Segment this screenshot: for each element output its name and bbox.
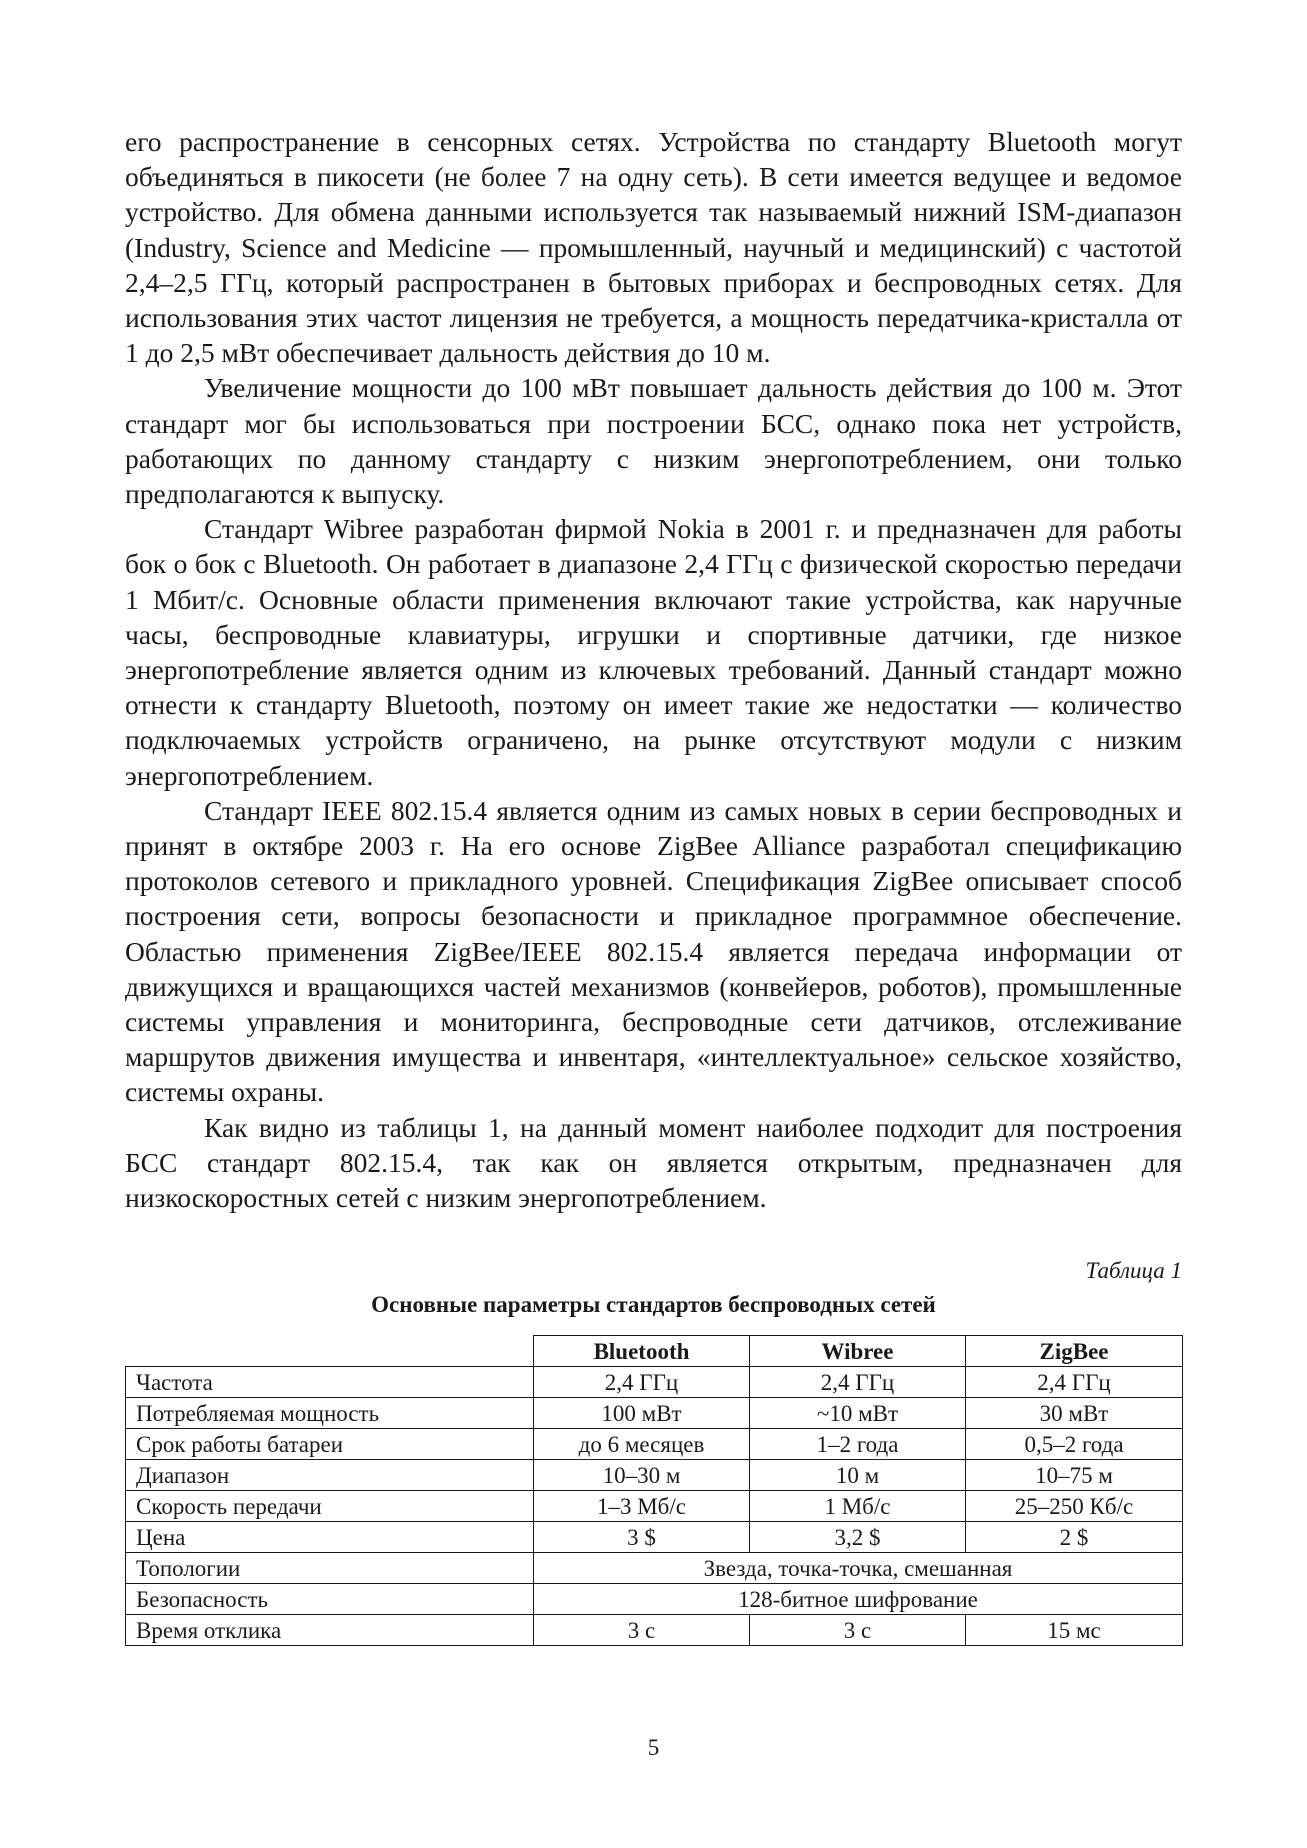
- paragraph-conclusion: Как видно из таблицы 1, на данный момент наиболее подходит для построения БСС стандарт 802.15.4, так как он является открытым, предназначен для низкоскоростных сетей с низким энергопотреблением.: [125, 1111, 1182, 1214]
- cell-wibree: ~10 мВт: [750, 1398, 966, 1429]
- cell-bluetooth: 3 $: [534, 1522, 750, 1553]
- table-row: [126, 1429, 1183, 1460]
- cell-wibree: 1 Мб/с: [750, 1491, 966, 1522]
- table-row: [126, 1460, 1183, 1491]
- table-row: [126, 1491, 1183, 1522]
- paragraph-ieee-802-15-4: Стандарт IEEE 802.15.4 является одним из самых новых в серии беспроводных и принят в октябре 2003 г. На его основе ZigBee Alliance разработал спецификацию протоколов сетевого и прикладного уровней. Спецификация ZigBee описывает способ построения сети, вопросы безопасности и прикладное программное обеспечение. Областью применения ZigBee/IEEE 802.15.4 является передача информации от движущихся и вращающихся частей механизмов (конвейеров, роботов), промышленные системы управления и мониторинга, беспроводные сети датчиков, отслеживание маршрутов движения имущества и инвентаря, «интеллектуальное» сельское хозяйство, системы охраны.: [125, 794, 1182, 1108]
- page-body: [125, 124, 1182, 1646]
- table-header-zigbee: ZigBee: [966, 1336, 1183, 1367]
- cell-zigbee: 15 мс: [966, 1615, 1183, 1646]
- table-header-empty: [126, 1336, 534, 1367]
- cell-merged-topology: Звезда, точка-точка, смешанная: [534, 1553, 1183, 1584]
- row-label: Потребляемая мощность: [126, 1398, 534, 1429]
- table-row: [126, 1522, 1183, 1553]
- table-header-bluetooth: Bluetooth: [534, 1336, 750, 1367]
- cell-bluetooth: 3 с: [534, 1615, 750, 1646]
- row-label: Срок работы батареи: [126, 1429, 534, 1460]
- table-title: Основные параметры стандартов беспроводных сетей: [371, 1292, 936, 1318]
- cell-wibree: 2,4 ГГц: [750, 1367, 966, 1398]
- table-caption: Таблица 1: [1085, 1258, 1182, 1284]
- row-label: Время отклика: [126, 1615, 534, 1646]
- paragraph-wibree: Стандарт Wibree разработан фирмой Nokia в 2001 г. и предназначен для работы бок о бок с Bluetooth. Он работает в диапазоне 2,4 ГГц с физической скоростью передачи 1 Мбит/с. Основные области применения включают такие устройства, как наручные часы, беспроводные клавиатуры, игрушки и спортивные датчики, где низкое энергопотребление является одним из ключевых требований. Данный стандарт можно отнести к стандарту Bluetooth, поэтому он имеет такие же недостатки — количество подключаемых устройств ограничено, на рынке отсутствуют модули с низким энергопотреблением.: [125, 513, 1182, 791]
- paragraph-bluetooth-power: Увеличение мощности до 100 мВт повышает дальность действия до 100 м. Этот стандарт мог бы использоваться при построении БСС, однако пока нет устройств, работающих по данному стандарту с низким энергопотреблением, они только предполагаются к выпуску.: [125, 372, 1182, 510]
- paragraph-bluetooth-intro: его распространение в сенсорных сетях. Устройства по стандарту Bluetooth могут объединяться в пикосети (не более 7 на одну сеть). В сети имеется ведущее и ведомое устройство. Для обмена данными используется так называемый нижний ISM-диапазон (Industry, Science and Medicine — промышленный, научный и медицинский) с частотой 2,4–2,5 ГГц, который распространен в бытовых приборах и беспроводных сетях. Для использования этих частот лицензия не требуется, а мощность передатчика-кристалла от 1 до 2,5 мВт обеспечивает дальность действия до 10 м.: [125, 126, 1182, 369]
- table-header-wibree: Wibree: [750, 1336, 966, 1367]
- cell-wibree: 1–2 года: [750, 1429, 966, 1460]
- cell-zigbee: 2 $: [966, 1522, 1183, 1553]
- cell-bluetooth: до 6 месяцев: [534, 1429, 750, 1460]
- table-header-row: [126, 1336, 1183, 1367]
- cell-zigbee: 2,4 ГГц: [966, 1367, 1183, 1398]
- page-number: 5: [647, 1735, 660, 1760]
- cell-wibree: 3 с: [750, 1615, 966, 1646]
- row-label: Цена: [126, 1522, 534, 1553]
- cell-zigbee: 0,5–2 года: [966, 1429, 1183, 1460]
- table-row-response: [126, 1615, 1183, 1646]
- cell-zigbee: 10–75 м: [966, 1460, 1183, 1491]
- cell-zigbee: 30 мВт: [966, 1398, 1183, 1429]
- cell-wibree: 10 м: [750, 1460, 966, 1491]
- cell-bluetooth: 10–30 м: [534, 1460, 750, 1491]
- cell-merged-security: 128-битное шифрование: [534, 1584, 1183, 1615]
- row-label: Топологии: [126, 1553, 534, 1584]
- cell-wibree: 3,2 $: [750, 1522, 966, 1553]
- row-label: Скорость передачи: [126, 1491, 534, 1522]
- table-row: [126, 1398, 1183, 1429]
- row-label: Безопасность: [126, 1584, 534, 1615]
- row-label: Частота: [126, 1367, 534, 1398]
- cell-bluetooth: 1–3 Мб/с: [534, 1491, 750, 1522]
- cell-bluetooth: 100 мВт: [534, 1398, 750, 1429]
- table-row-topology: [126, 1553, 1183, 1584]
- cell-bluetooth: 2,4 ГГц: [534, 1367, 750, 1398]
- standards-table: [125, 1335, 1183, 1646]
- table-row-security: [126, 1584, 1183, 1615]
- table-row: [126, 1367, 1183, 1398]
- cell-zigbee: 25–250 Кб/с: [966, 1491, 1183, 1522]
- row-label: Диапазон: [126, 1460, 534, 1491]
